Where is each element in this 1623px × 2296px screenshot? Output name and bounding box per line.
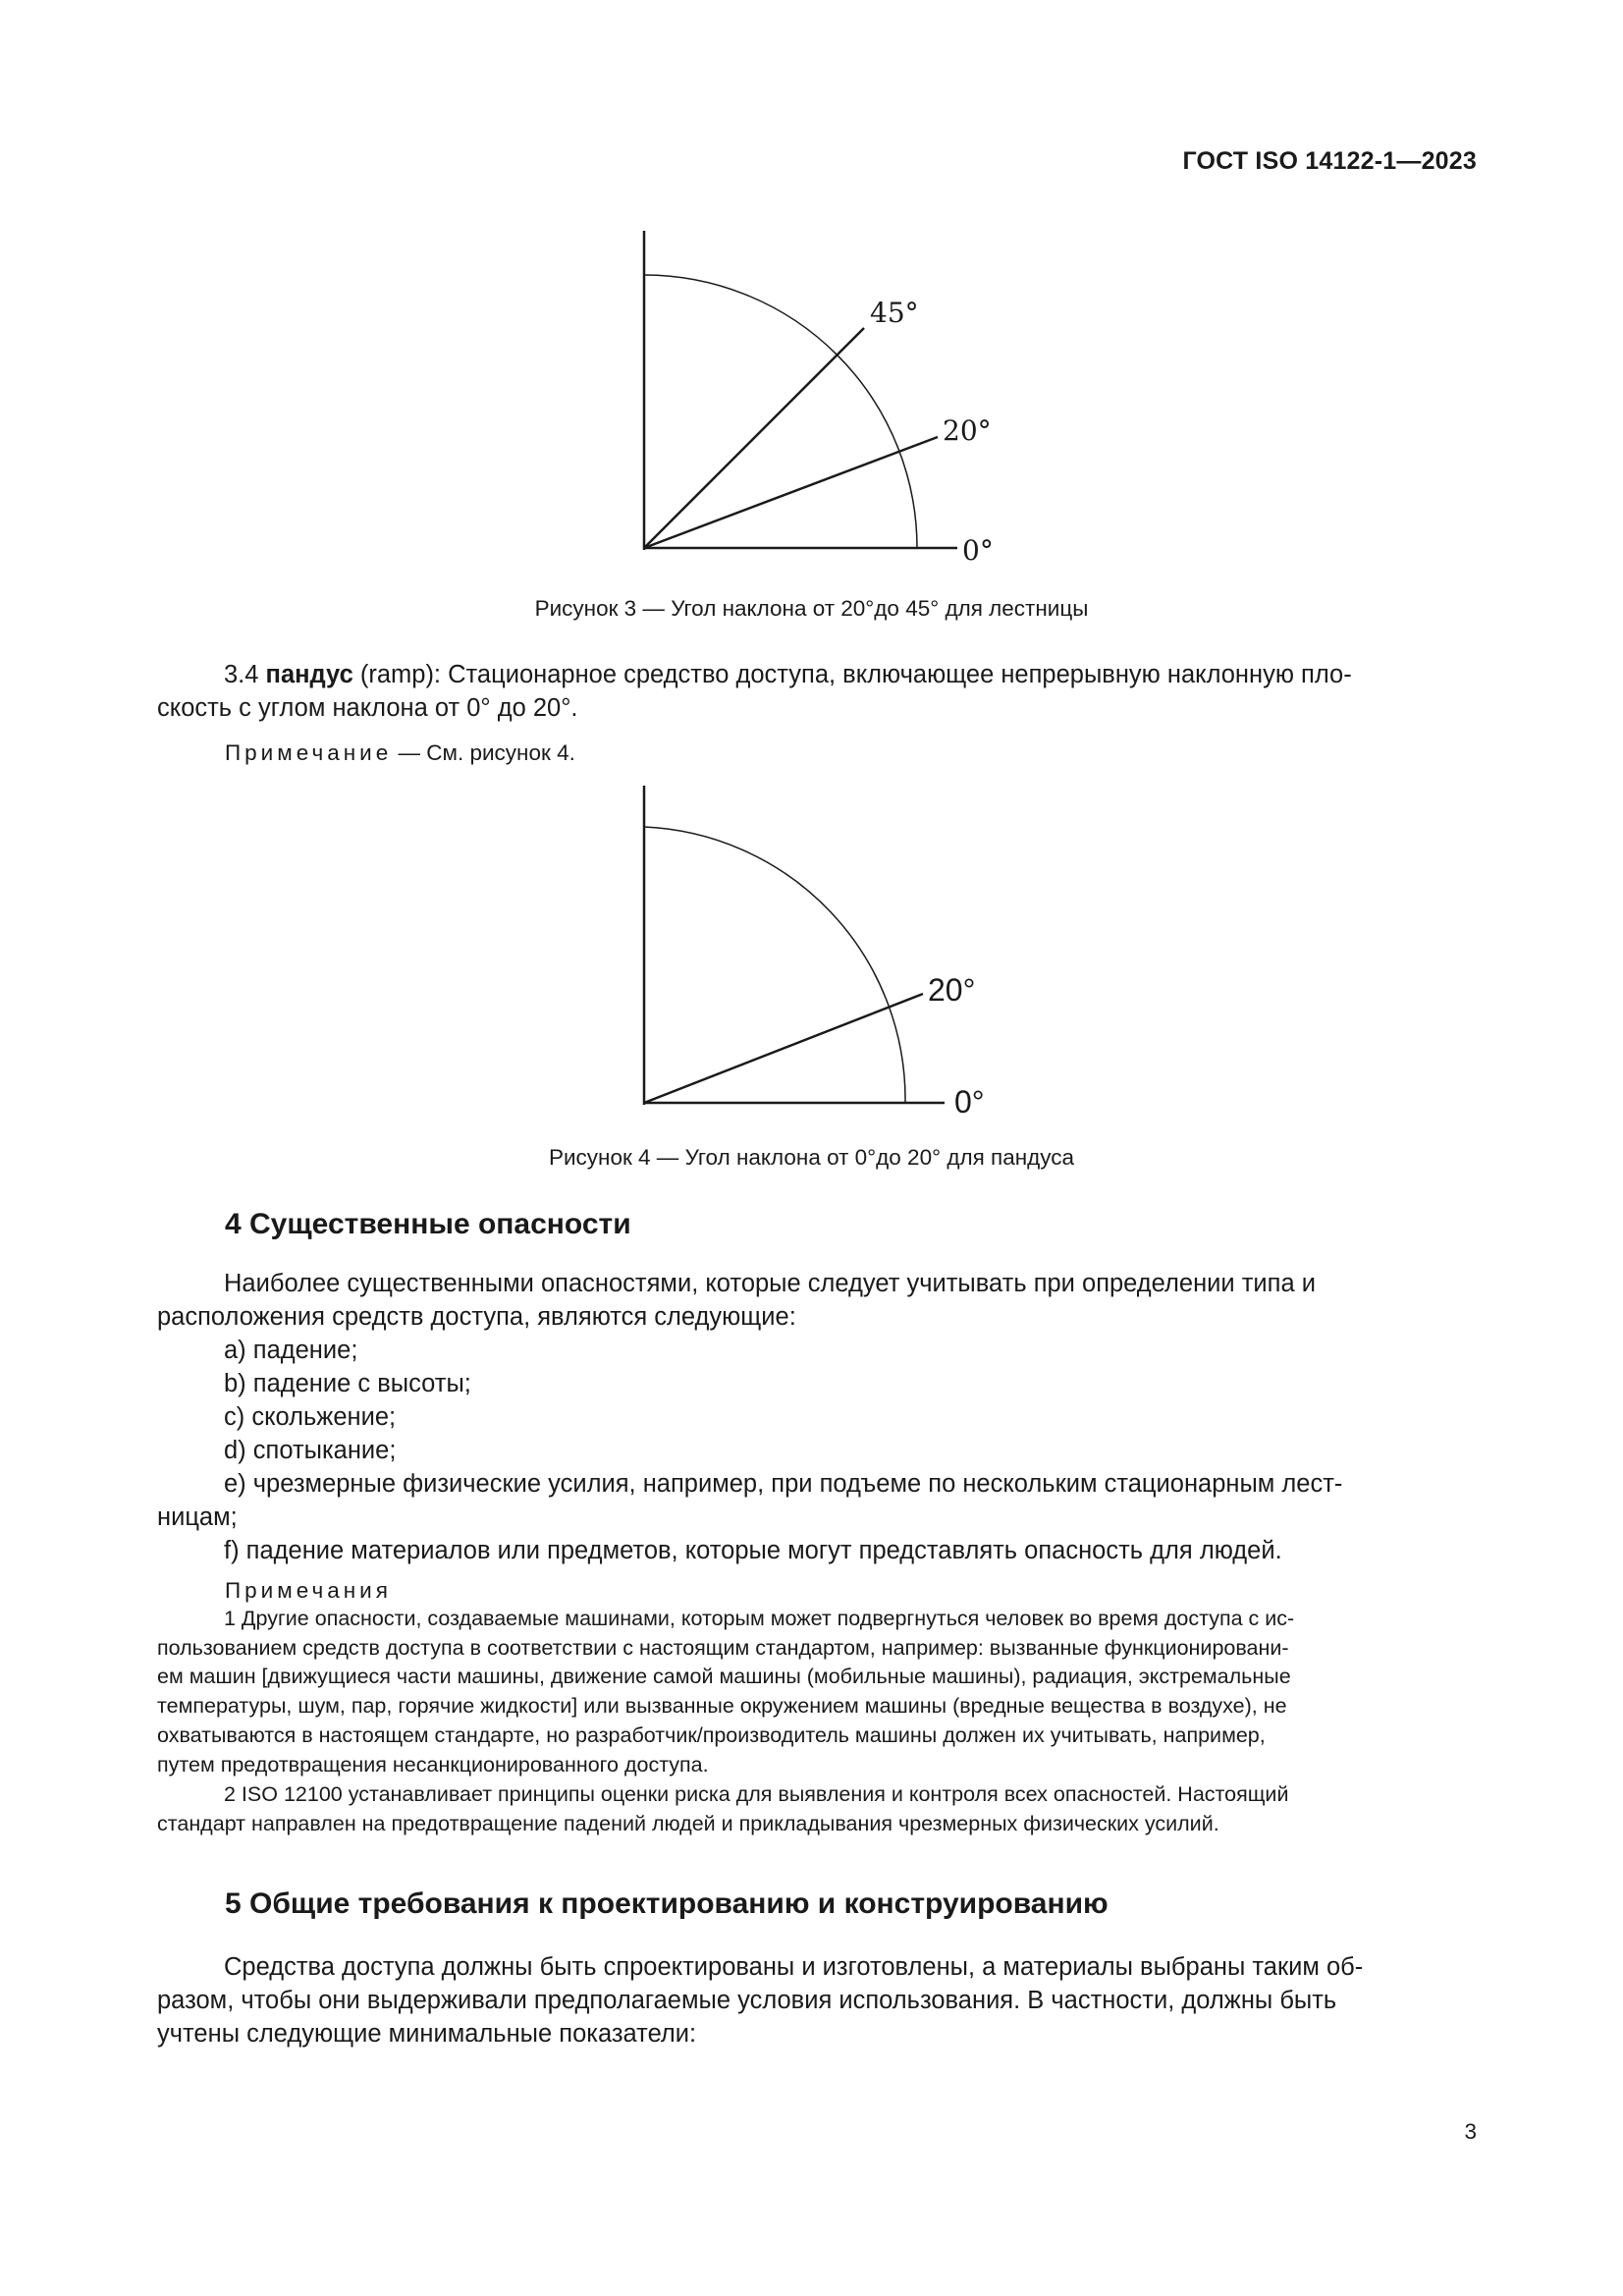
fig4-arc <box>644 827 905 1103</box>
fig3-label-20: 20° <box>943 414 992 447</box>
note-2 <box>157 1780 1476 1838</box>
note-1-line: температуры, шум, пар, горячие жидкости] или вызванные окружением машины (вредные вещества в воздухе), не <box>157 1694 1287 1719</box>
list-item: d) спотыкание; <box>224 1437 397 1464</box>
list-item-e-line-2: ницам; <box>157 1503 238 1531</box>
section-5-heading: 5 Общие требования к проектированию и конструированию <box>225 1887 1109 1920</box>
note-1-line: путем предотвращения несанкционированного доступа. <box>157 1752 709 1777</box>
section-5-text <box>157 1950 1476 2050</box>
section-5-line: Средства доступа должны быть спроектированы и изготовлены, а материалы выбраны таким об- <box>224 1953 1364 1981</box>
fig4-line-20 <box>644 994 923 1103</box>
section-4-intro <box>157 1267 1476 1334</box>
figure-4-caption: Рисунок 4 — Угол наклона от 0°до 20° для пандуса <box>548 1145 1075 1170</box>
note-1-line: охватываются в настоящем стандарте, но разработчик/производитель машины должен их учитывать, например, <box>157 1722 1266 1747</box>
fig3-line-20 <box>644 437 938 548</box>
definition-note <box>225 740 575 766</box>
figure-3-caption: Рисунок 3 — Угол наклона от 20°до 45° для лестницы <box>534 596 1089 621</box>
section-4-intro-line-1: Наиболее существенными опасностями, которые следует учитывать при определении типа и <box>224 1270 1316 1297</box>
section-4-intro-line-2: расположения средств доступа, являются следующие: <box>157 1303 796 1331</box>
fig3-line-45 <box>644 328 864 548</box>
note-2-line: 2 ISO 12100 устанавливает принципы оценки риска для выявления и контроля всех опасностей. Настоящий <box>224 1782 1289 1806</box>
figure-3-diagram <box>628 226 1021 570</box>
figure-4-diagram <box>628 781 1021 1124</box>
notes-label: Примечания <box>225 1578 392 1603</box>
note-1-line: пользованием средств доступа в соответствии с настоящим стандартом, например: вызванные функционировани- <box>157 1635 1289 1660</box>
definition-number: 3.4 <box>224 661 259 688</box>
list-item: f) падение материалов или предметов, которые могут представлять опасность для людей. <box>224 1537 1282 1564</box>
note-label: Примечание <box>225 740 393 765</box>
document-id-header: ГОСТ ISO 14122-1—2023 <box>1182 147 1477 175</box>
section-5-line: учтены следующие минимальные показатели: <box>157 2020 697 2048</box>
fig4-label-20: 20° <box>928 972 976 1008</box>
definition-3-4 <box>157 658 1476 725</box>
page-number: 3 <box>1464 2119 1477 2144</box>
definition-term: пандус <box>265 661 353 688</box>
list-item <box>157 1467 1476 1534</box>
list-item: b) падение с высоты; <box>224 1370 471 1397</box>
fig3-label-45: 45° <box>870 297 919 329</box>
definition-text-2: скость с углом наклона от 0° до 20°. <box>157 694 578 722</box>
list-item: c) скольжение; <box>224 1403 397 1431</box>
fig3-label-0: 0° <box>962 534 994 567</box>
note-2-line: стандарт направлен на предотвращение падений людей и прикладывания чрезмерных физических усилий. <box>157 1811 1219 1835</box>
section-4-heading: 4 Существенные опасности <box>225 1208 631 1240</box>
note-1-line: 1 Другие опасности, создаваемые машинами, которым может подвергнуться человек во время доступа с ис- <box>224 1607 1295 1630</box>
section-5-line: разом, чтобы они выдерживали предполагаемые условия использования. В частности, должны быть <box>157 1987 1337 2014</box>
note-1-line: ем машин [движущиеся части машины, движение самой машины (мобильные машины), радиация, экстремальные <box>157 1665 1291 1689</box>
note-text: — См. рисунок 4. <box>392 740 575 765</box>
fig4-label-0: 0° <box>954 1084 985 1120</box>
note-1 <box>157 1605 1476 1779</box>
list-item: a) падение; <box>224 1337 358 1364</box>
list-item-e-line-1: e) чрезмерные физические усилия, например, при подъеме по нескольким стационарным лест- <box>224 1470 1343 1498</box>
definition-text-1: (ramp): Стационарное средство доступа, включающее непрерывную наклонную пло- <box>352 661 1352 688</box>
